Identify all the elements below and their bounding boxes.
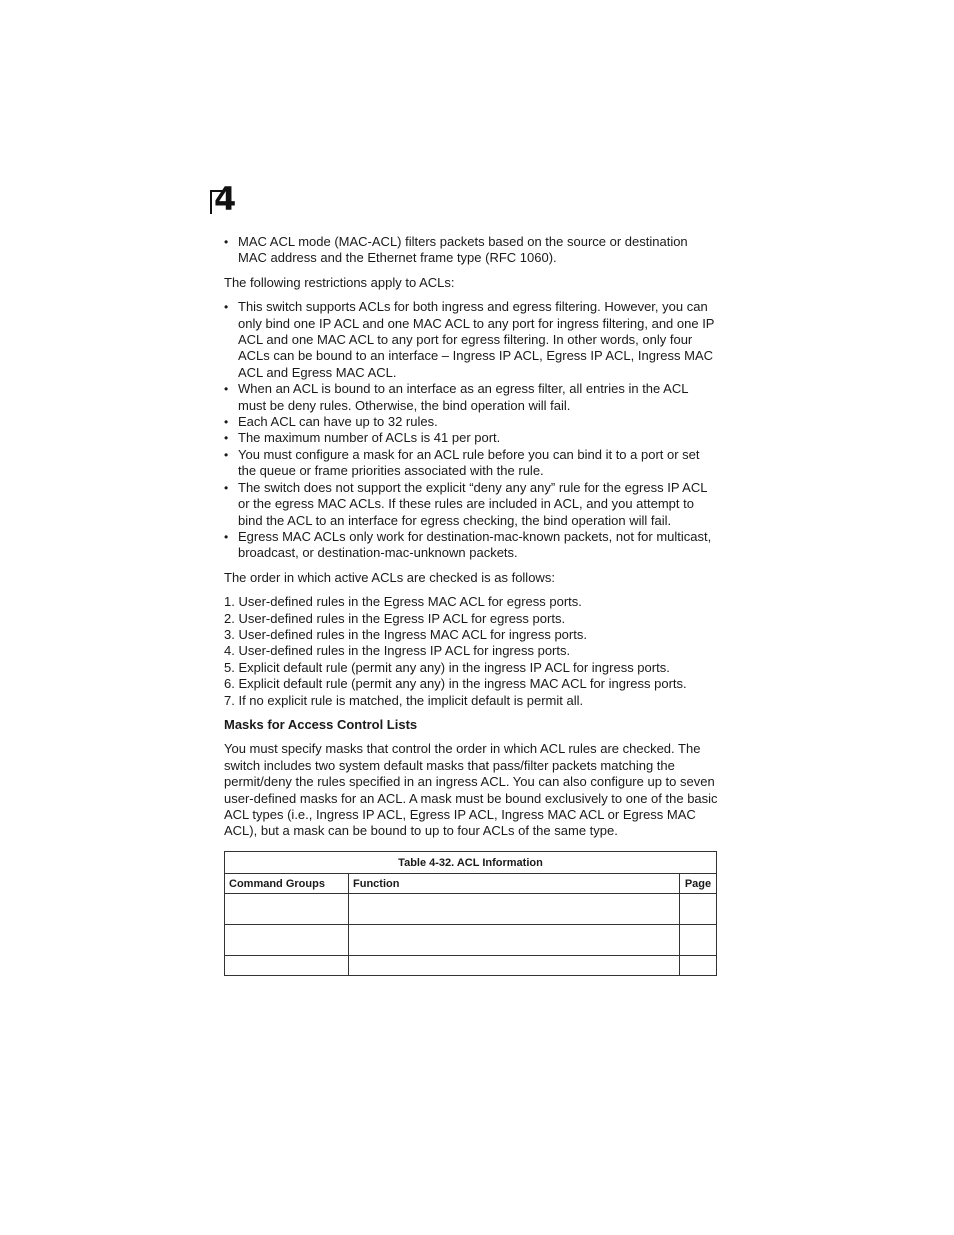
order-intro: The order in which active ACLs are checked is as follows: bbox=[224, 569, 555, 585]
table-cell bbox=[349, 925, 680, 956]
table-cell bbox=[225, 925, 349, 956]
table-cell bbox=[225, 956, 349, 976]
list-item: 4. User-defined rules in the Ingress IP ACL for ingress ports. bbox=[224, 643, 571, 659]
list-item: 7. If no explicit rule is matched, the implicit default is permit all. bbox=[224, 692, 584, 708]
list-item: • MAC ACL mode (MAC-ACL) filters packets based on the source or destination MAC address and the Ethernet frame type (RFC 1060). bbox=[224, 234, 718, 267]
check-order-list bbox=[224, 594, 718, 709]
acl-information-table bbox=[224, 851, 717, 976]
section-heading: Masks for Access Control Lists bbox=[224, 716, 418, 732]
list-item: • The maximum number of ACLs is 41 per port. bbox=[224, 430, 718, 446]
list-item: • You must configure a mask for an ACL rule before you can bind it to a port or set the queue or frame priorities associated with the rule. bbox=[224, 447, 718, 480]
table-cell bbox=[680, 894, 717, 925]
table-cell bbox=[225, 894, 349, 925]
list-item: 5. Explicit default rule (permit any any) in the ingress IP ACL for ingress ports. bbox=[224, 659, 670, 675]
table-cell bbox=[680, 956, 717, 976]
intro-bullet-list bbox=[224, 234, 718, 267]
table-cell bbox=[680, 925, 717, 956]
list-item: 6. Explicit default rule (permit any any) in the ingress MAC ACL for ingress ports. bbox=[224, 676, 687, 692]
list-item: • The switch does not support the explicit “deny any any” rule for the egress IP ACL or the egress MAC ACLs. If these rules are included in ACL, and you attempt to bind the ACL to an interface for egress checking, the bind operation will fail. bbox=[224, 480, 718, 529]
chapter-number: 4 bbox=[214, 180, 236, 218]
table-cell bbox=[349, 894, 680, 925]
list-item: 2. User-defined rules in the Egress IP ACL for egress ports. bbox=[224, 610, 566, 626]
list-item: 3. User-defined rules in the Ingress MAC ACL for ingress ports. bbox=[224, 626, 587, 642]
restrictions-list bbox=[224, 299, 718, 562]
table-row bbox=[225, 956, 717, 976]
table-row bbox=[225, 925, 717, 956]
table-cell bbox=[349, 956, 680, 976]
list-item: • Egress MAC ACLs only work for destination-mac-known packets, not for multicast, broadcast, or destination-mac-unknown packets. bbox=[224, 529, 718, 562]
column-header-command-groups: Command Groups bbox=[225, 874, 349, 894]
column-header-page: Page bbox=[680, 874, 717, 894]
masks-paragraph: You must specify masks that control the order in which ACL rules are checked. The switch includes two system default masks that pass/filter packets matching the permit/deny the rules specified in an ingress ACL. You can also configure up to seven user-defined masks for an ACL. A mask must be bound exclusively to one of the basic ACL types (i.e., Ingress IP ACL, Egress IP ACL, Ingress MAC ACL or Egress MAC ACL), but a mask can be bound to up to four ACLs of the same type. bbox=[224, 741, 718, 839]
list-item: • This switch supports ACLs for both ingress and egress filtering. However, you can only bind one IP ACL and one MAC ACL to any port for ingress filtering, and one IP ACL and one MAC ACL to any port for egress filtering. In other words, only four ACLs can be bound to an interface – Ingress IP ACL, Egress IP ACL, Ingress MAC ACL and Egress MAC ACL. bbox=[224, 299, 718, 381]
table-header-row bbox=[225, 874, 717, 894]
table-row bbox=[225, 894, 717, 925]
restrictions-intro: The following restrictions apply to ACLs: bbox=[224, 274, 455, 290]
page-content bbox=[224, 234, 718, 840]
list-item: • When an ACL is bound to an interface as an egress filter, all entries in the ACL must be deny rules. Otherwise, the bind operation will fail. bbox=[224, 381, 718, 414]
chapter-marker-bar bbox=[210, 190, 212, 214]
chapter-marker bbox=[210, 180, 244, 218]
list-item: 1. User-defined rules in the Egress MAC ACL for egress ports. bbox=[224, 594, 582, 610]
table-caption: Table 4-32. ACL Information bbox=[225, 852, 717, 874]
column-header-function: Function bbox=[349, 874, 680, 894]
list-item: • Each ACL can have up to 32 rules. bbox=[224, 414, 718, 430]
